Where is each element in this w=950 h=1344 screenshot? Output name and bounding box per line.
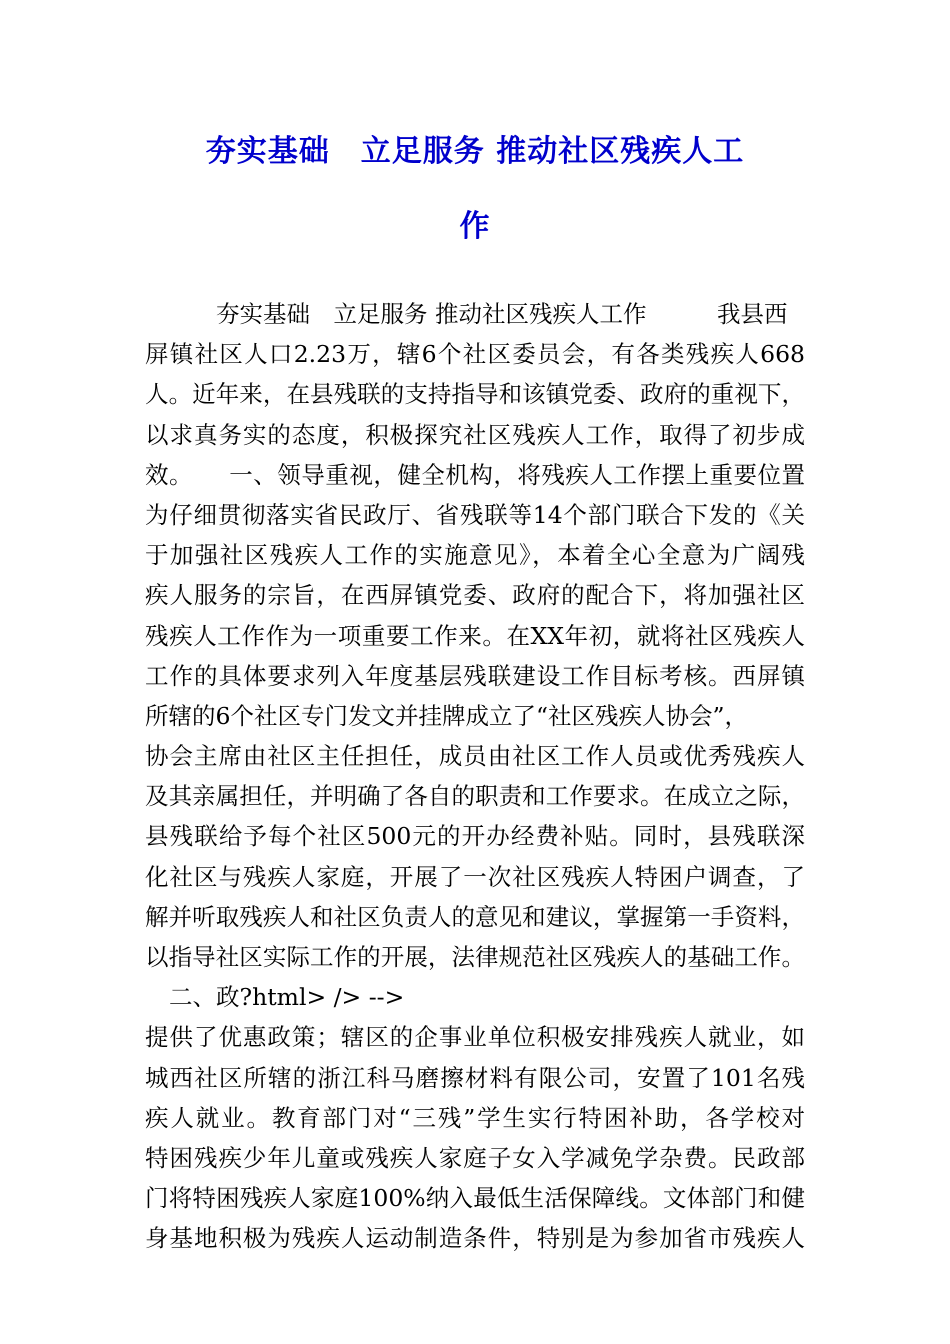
body-line: 特困残疾少年儿童或残疾人家庭子女入学减免学杂费。民政部: [145, 1143, 805, 1172]
body-line: 城西社区所辖的浙江科马磨擦材料有限公司，安置了101名残: [145, 1063, 805, 1092]
body-line: 提供了优惠政策；辖区的企事业单位积极安排残疾人就业，如: [145, 1023, 805, 1052]
body-line: 协会主席由社区主任担任，成员由社区工作人员或优秀残疾人: [145, 742, 805, 771]
document-body: [145, 294, 805, 1259]
body-line: 门将特困残疾人家庭100%纳入最低生活保障线。文体部门和健: [145, 1184, 805, 1213]
document-title-line-2: 作: [459, 209, 491, 244]
body-line: 残疾人工作作为一项重要工作来。在XX年初，就将社区残疾人: [145, 621, 805, 650]
body-line: 身基地积极为残疾人运动制造条件，特别是为参加省市残疾人: [145, 1224, 805, 1253]
body-line: 及其亲属担任，并明确了各自的职责和工作要求。在成立之际，: [145, 782, 805, 811]
body-line: 于加强社区残疾人工作的实施意见》，本着全心全意为广阔残: [145, 541, 805, 570]
body-line: 以求真务实的态度，积极探究社区残疾人工作，取得了初步成: [145, 420, 805, 449]
body-line: 工作的具体要求列入年度基层残联建设工作目标考核。西屏镇: [145, 661, 805, 690]
body-line: 疾人服务的宗旨，在西屏镇党委、政府的配合下，将加强社区: [145, 581, 805, 610]
body-line: 屏镇社区人口2.23万，辖6个社区委员会，有各类残疾人668: [145, 340, 805, 369]
body-line: 所辖的6个社区专门发文并挂牌成立了“社区残疾人协会”，: [145, 701, 748, 730]
body-line: 效。 一、领导重视，健全机构，将残疾人工作摆上重要位置: [145, 460, 805, 489]
body-line: 二、政?html> /> -->: [169, 983, 405, 1012]
body-line: 解并听取残疾人和社区负责人的意见和建议，掌握第一手资料，: [145, 902, 805, 931]
body-line: 人。近年来，在县残联的支持指导和该镇党委、政府的重视下，: [145, 380, 805, 409]
body-line: 疾人就业。教育部门对“三残”学生实行特困补助，各学校对: [145, 1103, 805, 1132]
body-line: 化社区与残疾人家庭，开展了一次社区残疾人特困户调查，了: [145, 862, 805, 891]
body-line: 为仔细贯彻落实省民政厅、省残联等14个部门联合下发的《关: [145, 500, 805, 529]
body-line: 以指导社区实际工作的开展，法律规范社区残疾人的基础工作。: [145, 943, 805, 971]
body-line: 县残联给予每个社区500元的开办经费补贴。同时，县残联深: [145, 822, 805, 851]
document-title-line-1: 夯实基础 立足服务 推动社区残疾人工: [205, 134, 745, 169]
body-line: 夯实基础 立足服务 推动社区残疾人工作 我县西: [216, 300, 788, 328]
